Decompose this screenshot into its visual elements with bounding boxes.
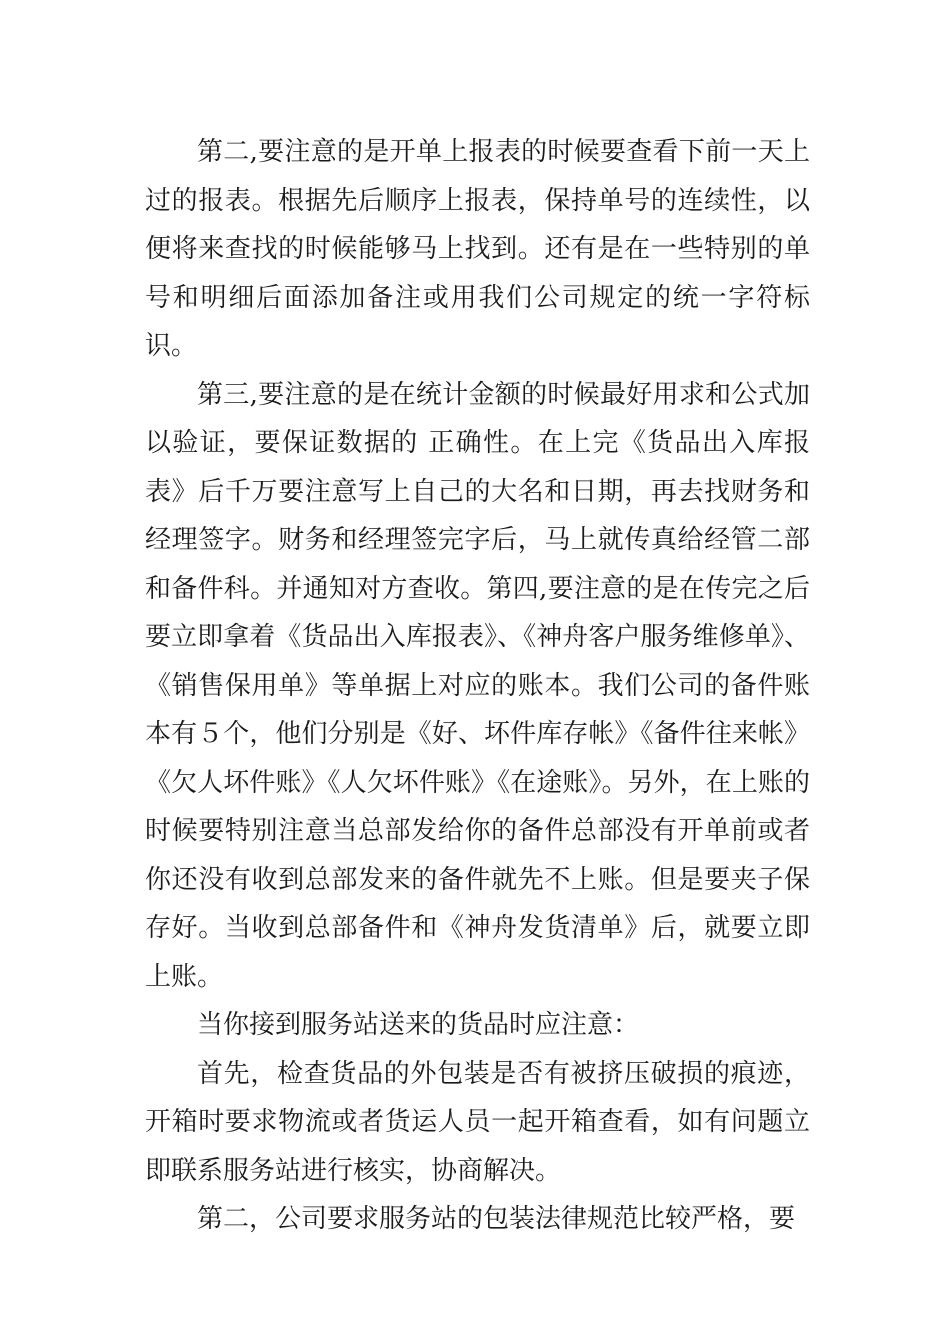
paragraph-receiving-goods-intro: 当你接到服务站送来的货品时应注意：: [197, 1010, 640, 1040]
paragraph-report-submission: 第二,要注意的是开单上报表的时候要查看下前一天上过的报表。根据先后顺序上报表，保持单号的连续性，以便将来查找的时候能够马上找到。还有是在一些特别的单号和明细后面添加备注或用我们公司规定的统一字符标识。: [145, 137, 810, 361]
paragraph-check-packaging: 首先，检查货品的外包装是否有被挤压破损的痕迹，开箱时要求物流或者货运人员一起开箱查看，如有问题立即联系服务站进行核实，协商解决。: [145, 1058, 810, 1186]
document-body: [145, 128, 810, 1244]
paragraph-packaging-standards: 第二，公司要求服务站的包装法律规范比较严格，要: [197, 1204, 796, 1234]
paragraph-amount-verification: 第三,要注意的是在统计金额的时候最好用求和公式加以验证，要保证数据的 正确性。在上完《货品出入库报表》后千万要注意写上自己的大名和日期，再去找财务和经理签字。财务和经理签完字后，马上就传真给经管二部和备件科。并通知对方查收。第四,要注意的是在传完之后要立即拿着《货品出入库报表》、《神舟客户服务维修单》、《销售保用单》等单据上对应的账本。我们公司的备件账本有５个，他们分别是《好、坏件库存帐》《备件往来帐》《欠人坏件账》《人欠坏件账》《在途账》。另外，在上账的时候要特别注意当总部发给你的备件总部没有开单前或者你还没有收到总部发来的备件就先不上账。但是要夹子保存好。当收到总部备件和《神舟发货清单》后，就要立即上账。: [145, 379, 810, 992]
